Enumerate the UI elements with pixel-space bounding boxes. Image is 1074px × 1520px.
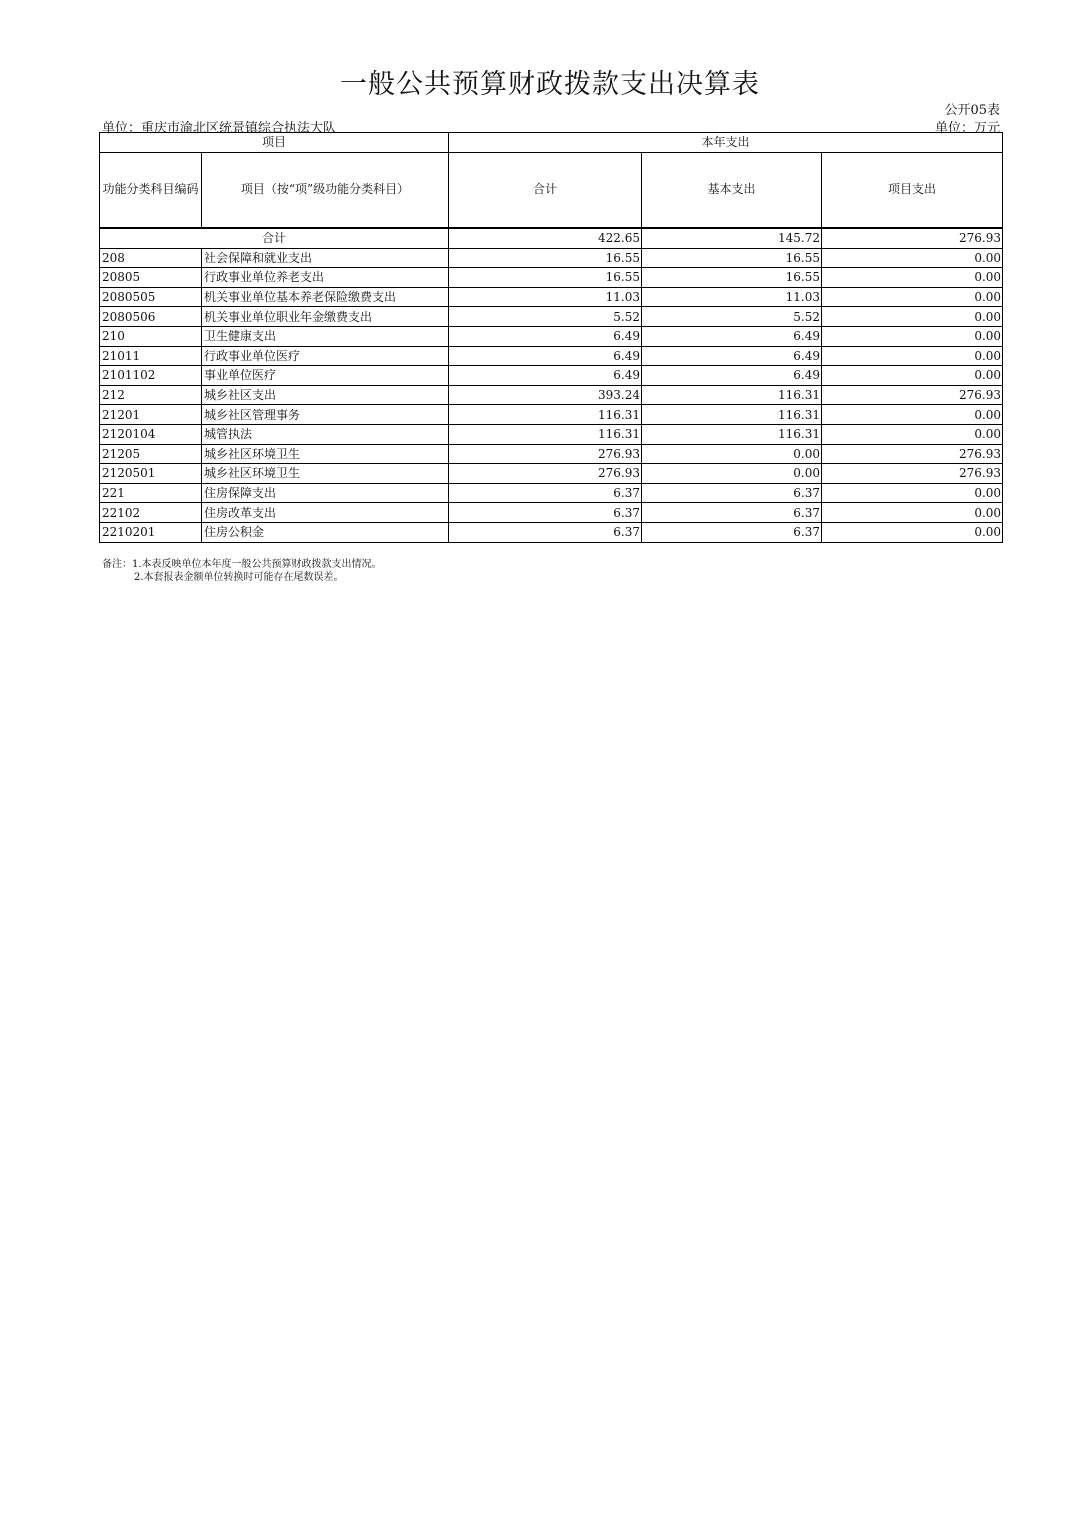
note-2: 2.本套报表金额单位转换时可能存在尾数误差。 (134, 572, 344, 583)
cell-code: 21205 (100, 444, 202, 464)
cell-code: 21201 (100, 405, 202, 425)
cell-code: 2101102 (100, 366, 202, 386)
cell-project: 0.00 (822, 522, 1003, 542)
cell-total: 116.31 (449, 405, 642, 425)
table-row (100, 326, 1003, 346)
cell-name: 城管执法 (202, 424, 449, 444)
cell-project: 276.93 (822, 464, 1003, 484)
cell-code: 221 (100, 483, 202, 503)
table-row (100, 307, 1003, 327)
cell-project: 276.93 (822, 385, 1003, 405)
cell-basic: 6.49 (642, 366, 822, 386)
cell-project: 0.00 (822, 268, 1003, 288)
header-code: 功能分类科目编码 (100, 152, 202, 228)
cell-name: 行政事业单位医疗 (202, 346, 449, 366)
cell-project: 0.00 (822, 326, 1003, 346)
cell-basic: 0.00 (642, 464, 822, 484)
cell-basic: 16.55 (642, 268, 822, 288)
total-row (100, 228, 1003, 249)
table-row (100, 268, 1003, 288)
cell-code: 208 (100, 248, 202, 268)
cell-name: 住房改革支出 (202, 503, 449, 523)
unit-line: 单位：万元 (934, 121, 1000, 136)
header-row-1 (100, 133, 1003, 153)
header-project: 项目支出 (822, 152, 1003, 228)
table-row (100, 405, 1003, 425)
organization-line: 单位：重庆市渝北区统景镇综合执法大队 (102, 121, 337, 136)
cell-total: 5.52 (449, 307, 642, 327)
cell-code: 20805 (100, 268, 202, 288)
cell-project: 0.00 (822, 307, 1003, 327)
header-total: 合计 (449, 152, 642, 228)
cell-code: 2080505 (100, 287, 202, 307)
cell-code: 2120501 (100, 464, 202, 484)
cell-name: 住房保障支出 (202, 483, 449, 503)
cell-code: 2080506 (100, 307, 202, 327)
cell-total: 6.49 (449, 366, 642, 386)
cell-basic: 6.37 (642, 522, 822, 542)
notes (102, 558, 382, 584)
cell-name: 住房公积金 (202, 522, 449, 542)
cell-total: 16.55 (449, 248, 642, 268)
table-row (100, 424, 1003, 444)
table-row (100, 522, 1003, 542)
cell-name: 机关事业单位基本养老保险缴费支出 (202, 287, 449, 307)
header-name: 项目（按“项”级功能分类科目） (202, 152, 449, 228)
note-1: 备注：1.本表反映单位本年度一般公共预算财政拨款支出情况。 (102, 559, 382, 570)
cell-basic: 6.49 (642, 326, 822, 346)
cell-total: 276.93 (449, 464, 642, 484)
cell-basic: 6.49 (642, 346, 822, 366)
cell-project: 0.00 (822, 483, 1003, 503)
cell-project: 0.00 (822, 248, 1003, 268)
cell-code: 22102 (100, 503, 202, 523)
total-total: 422.65 (449, 228, 642, 249)
cell-basic: 116.31 (642, 405, 822, 425)
cell-name: 城乡社区管理事务 (202, 405, 449, 425)
cell-code: 21011 (100, 346, 202, 366)
table-row (100, 503, 1003, 523)
cell-name: 卫生健康支出 (202, 326, 449, 346)
cell-project: 0.00 (822, 424, 1003, 444)
expenditure-table (99, 132, 1003, 543)
table-row (100, 287, 1003, 307)
header-item: 项目 (100, 133, 449, 153)
total-basic: 145.72 (642, 228, 822, 249)
cell-total: 6.37 (449, 483, 642, 503)
cell-project: 0.00 (822, 503, 1003, 523)
cell-basic: 5.52 (642, 307, 822, 327)
cell-project: 0.00 (822, 346, 1003, 366)
table-row (100, 444, 1003, 464)
cell-total: 6.37 (449, 522, 642, 542)
cell-name: 行政事业单位养老支出 (202, 268, 449, 288)
cell-project: 276.93 (822, 444, 1003, 464)
header-basic: 基本支出 (642, 152, 822, 228)
cell-code: 210 (100, 326, 202, 346)
cell-code: 212 (100, 385, 202, 405)
cell-name: 城乡社区环境卫生 (202, 444, 449, 464)
cell-basic: 16.55 (642, 248, 822, 268)
table-row (100, 385, 1003, 405)
table-row (100, 464, 1003, 484)
cell-total: 6.49 (449, 326, 642, 346)
cell-name: 机关事业单位职业年金缴费支出 (202, 307, 449, 327)
table-row (100, 248, 1003, 268)
cell-total: 11.03 (449, 287, 642, 307)
cell-basic: 116.31 (642, 424, 822, 444)
table-row (100, 483, 1003, 503)
table-row (100, 346, 1003, 366)
cell-project: 0.00 (822, 366, 1003, 386)
total-label: 合计 (100, 228, 449, 249)
cell-basic: 6.37 (642, 483, 822, 503)
cell-total: 6.37 (449, 503, 642, 523)
cell-total: 276.93 (449, 444, 642, 464)
cell-basic: 11.03 (642, 287, 822, 307)
table-row (100, 366, 1003, 386)
cell-basic: 6.37 (642, 503, 822, 523)
total-project: 276.93 (822, 228, 1003, 249)
cell-code: 2210201 (100, 522, 202, 542)
cell-project: 0.00 (822, 287, 1003, 307)
cell-name: 事业单位医疗 (202, 366, 449, 386)
cell-total: 116.31 (449, 424, 642, 444)
cell-code: 2120104 (100, 424, 202, 444)
header-this-year: 本年支出 (449, 133, 1003, 153)
cell-name: 城乡社区支出 (202, 385, 449, 405)
cell-name: 城乡社区环境卫生 (202, 464, 449, 484)
cell-name: 社会保障和就业支出 (202, 248, 449, 268)
cell-basic: 0.00 (642, 444, 822, 464)
cell-total: 6.49 (449, 346, 642, 366)
cell-basic: 116.31 (642, 385, 822, 405)
page-title: 一般公共预算财政拨款支出决算表 (340, 69, 760, 100)
cell-project: 0.00 (822, 405, 1003, 425)
header-row-2 (100, 152, 1003, 228)
cell-total: 16.55 (449, 268, 642, 288)
form-number: 公开05表 (944, 103, 1000, 118)
cell-total: 393.24 (449, 385, 642, 405)
